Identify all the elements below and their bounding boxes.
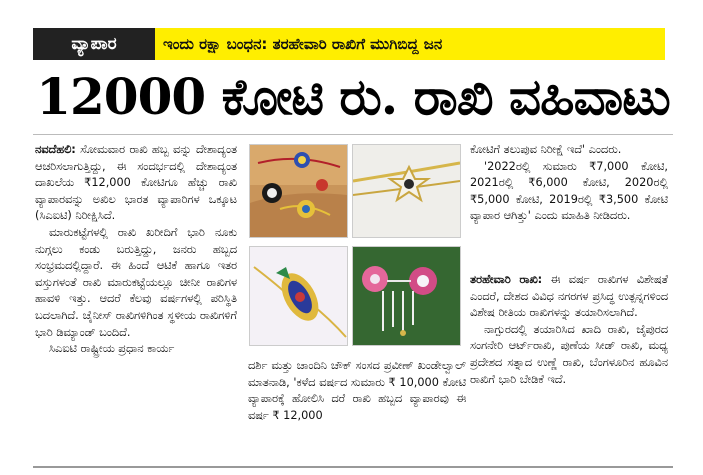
rakhi-photo-4 [352,246,461,346]
subheading: ತರಹೇವಾರಿ ರಾಖಿ: [470,273,543,286]
paragraph-2: ಮಾರುಕಟ್ಟೆಗಳಲ್ಲಿ ರಾಖಿ ಖರೀದಿಗೆ ಭಾರಿ ನೂಕು ನುಗ್ಗಲು ಕಂಡು ಬರುತ್ತಿದ್ದು, ಜನರು ಹಬ್ಬದ ಸಂಭ್ರಮದಲ್ಲಿದ್ದಾರೆ. ಈ ಹಿಂದೆ ಆಟಿಕೆ ಹಾಗೂ ಇತರ ವಸ್ತುಗಳಂತೆ ರಾಖಿ ಮಾರುಕಟ್ಟೆಯಲ್ಲೂ ಚೀನೀ ರಾಖಿಗಳ ಹಾವಳಿ ಇತ್ತು. ಆದರೆ ಕೆಲವು ವರ್ಷಗಳಲ್ಲಿ ಪರಿಸ್ಥಿತಿ ಬದಲಾಗಿದೆ. ಚೈನೀಸ್ ರಾಖಿಗಳಿಗಿಂತ ಸ್ಥಳೀಯ ರಾಖಿಗಳಿಗೆ ಭಾರಿ ಡಿಮ್ಯಾಂಡ್ ಬಂದಿದೆ. [35,225,237,339]
main-headline: 12000 ಕೋಟಿ ರು. ರಾಖಿ ವಹಿವಾಟು [36,67,670,126]
article-column-3-top [470,142,668,270]
article-column-1 [35,142,237,456]
rakhi-photo-1 [249,144,348,238]
paragraph-5: ಕೋಟಿಗೆ ತಲುಪುವ ನಿರೀಕ್ಷೆ ಇದೆ' ಎಂದರು. [470,143,622,156]
dateline: ನವದೆಹಲಿ: [35,143,76,156]
rakhi-photo-3 [249,246,348,346]
section-band [33,28,665,60]
rakhi-photo-2 [352,144,461,238]
paragraph-1-text: ಸೋಮವಾರ ರಾಖಿ ಹಬ್ಬ ವನ್ನು ದೇಶಾದ್ಯಂತ ಆಚರಿಸಲಾಗುತ್ತಿದ್ದು, ಈ ಸಂದರ್ಭದಲ್ಲಿ ದೇಶಾದ್ಯಂತ ದಾಖಲೆಯ ₹12,000 ಕೋಟಿಗೂ ಹೆಚ್ಚು ರಾಖಿ ವ್ಯಾಪಾರವನ್ನು ಅಖಿಲ ಭಾರತ ವ್ಯಾಪಾರಿಗಳ ಒಕ್ಕೂಟ (ಸಿಎಐಟಿ) ನಿರೀಕ್ಷಿಸಿದೆ. [35,143,237,223]
paragraph-4: ದರ್ಶಿ ಮತ್ತು ಚಾಂದಿನಿ ಚೌಕ್ ಸಂಸದ ಪ್ರವೀಣ್ ಖಂಡೇಲ್ವಾಲ್ ಮಾತನಾಡಿ, 'ಕಳೆದ ವರ್ಷದ ಸುಮಾರು ₹ 10,000 ಕೋಟಿ ವ್ಯಾಪಾರಕ್ಕೆ ಹೋಲಿಸಿ ದರೆ ರಾಖಿ ಹಬ್ಬದ ವ್ಯಾಪಾರವು ಈ ವರ್ಷ ₹ 12,000 [248,359,466,422]
paragraph-7-text: ಈ ವರ್ಷ ರಾಖಿಗಳ ವಿಶೇಷತೆ ಎಂದರೆ, ದೇಶದ ವಿವಿಧ ನಗರಗಳ ಪ್ರಸಿದ್ಧ ಉತ್ಪನ್ನಗಳಿಂದ ವಿಶೇಷ ರೀತಿಯ ರಾಖಿಗಳನ್ನು ತಯಾರಿಸಲಾಗಿದೆ. [470,273,668,320]
section-label[interactable]: ವ್ಯಾಪಾರ [33,28,155,60]
article-column-3-bottom [470,272,668,458]
paragraph-1 [35,142,237,225]
kicker-headline: ಇಂದು ರಕ್ಷಾ ಬಂಧನ: ತರಹೇವಾರಿ ರಾಖಿಗೆ ಮುಗಿಬಿದ್ದ ಜನ [163,35,443,53]
paragraph-6: '2022ರಲ್ಲಿ ಸುಮಾರು ₹7,000 ಕೋಟಿ, 2021ರಲ್ಲಿ ₹6,000 ಕೋಟಿ, 2020ರಲ್ಲಿ ₹5,000 ಕೋಟಿ, 2019ರಲ್ಲಿ ₹3,500 ಕೋಟಿ ವ್ಯಾಪಾರ ಆಗಿತ್ತು' ಎಂದು ಮಾಹಿತಿ ನೀಡಿದರು. [470,159,668,223]
paragraph-3: ಸಿಎಐಟಿ ರಾಷ್ಟ್ರೀಯ ಪ್ರಧಾನ ಕಾರ್ಯ [49,342,175,356]
paragraph-7 [470,272,668,322]
headline-divider [33,134,673,135]
paragraph-8: ನಾಗ್ಪುರದಲ್ಲಿ ತಯಾರಿಸಿದ ಖಾದಿ ರಾಖಿ, ಜೈಪುರದ ಸಂಗನೇರಿ ಆರ್ಟ್‌ರಾಖಿ, ಪುಣೆಯ ಸೀಡ್ ರಾಖಿ, ಮಧ್ಯ ಪ್ರದೇಶದ ಸತ್ನಾದ ಉಣ್ಣೆ ರಾಖಿ, ಬೆಂಗಳೂರಿನ ಹೂವಿನ ರಾಖಿಗೆ ಭಾರಿ ಬೇಡಿಕೆ ಇದೆ. [470,322,668,386]
bottom-divider [33,466,673,468]
article-column-2 [248,358,466,460]
